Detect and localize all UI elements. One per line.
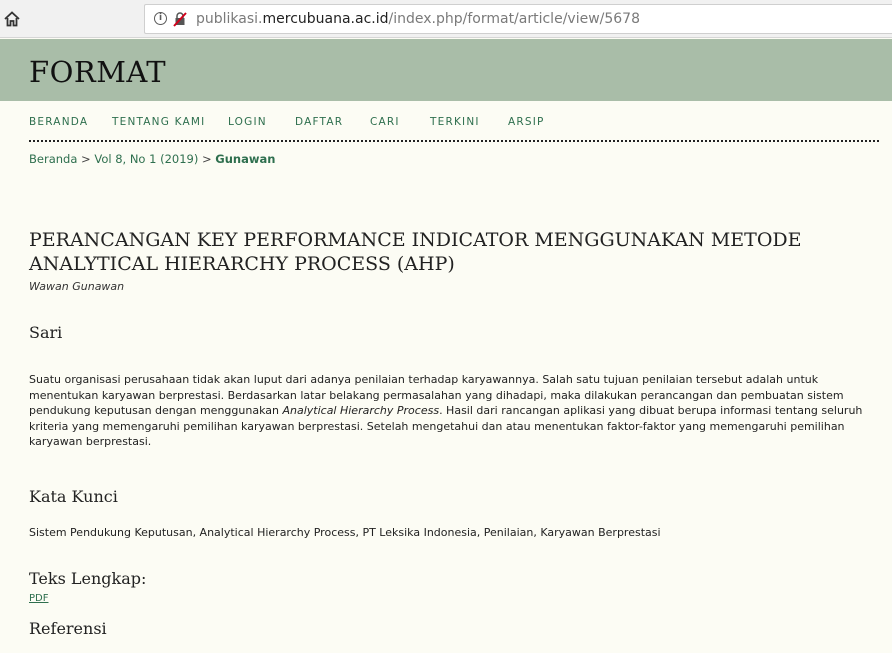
article-title: PERANCANGAN KEY PERFORMANCE INDICATOR MENGGUNAKAN METODE ANALYTICAL HIERARCHY PROCESS (AHP) bbox=[29, 229, 802, 275]
address-bar[interactable] bbox=[144, 4, 892, 34]
breadcrumb-home[interactable]: Beranda bbox=[29, 152, 78, 166]
main-navigation bbox=[29, 116, 879, 142]
nav-item-tentang-kami[interactable]: TENTANG KAMI bbox=[112, 116, 206, 128]
references-heading: Referensi bbox=[29, 619, 107, 638]
keywords-text: Sistem Pendukung Keputusan, Analytical Hierarchy Process, PT Leksika Indonesia, Penilaian, Karyawan Berprestasi bbox=[29, 526, 661, 539]
pdf-link[interactable]: PDF bbox=[29, 593, 49, 604]
fulltext-heading: Teks Lengkap: bbox=[29, 569, 147, 588]
breadcrumb bbox=[29, 152, 275, 166]
site-header bbox=[0, 39, 892, 101]
nav-item-login[interactable]: LOGIN bbox=[228, 116, 267, 128]
nav-item-daftar[interactable]: DAFTAR bbox=[295, 116, 344, 128]
keywords-heading: Kata Kunci bbox=[29, 487, 118, 506]
nav-item-cari[interactable]: CARI bbox=[370, 116, 400, 128]
info-icon[interactable]: i bbox=[154, 12, 167, 25]
nav-item-arsip[interactable]: ARSIP bbox=[508, 116, 545, 128]
nav-item-terkini[interactable]: TERKINI bbox=[430, 116, 480, 128]
breadcrumb-issue[interactable]: Vol 8, No 1 (2019) bbox=[94, 152, 199, 166]
browser-toolbar bbox=[0, 0, 892, 38]
home-icon[interactable] bbox=[2, 9, 22, 29]
nav-item-beranda[interactable]: BERANDA bbox=[29, 116, 89, 128]
site-title[interactable]: FORMAT bbox=[29, 55, 167, 89]
abstract-emphasis: Analytical Hierarchy Process bbox=[282, 404, 440, 417]
abstract-heading: Sari bbox=[29, 323, 63, 342]
abstract-text: Suatu organisasi perusahaan tidak akan luput dari adanya penilaian terhadap karyawannya. Salah satu tujuan penilaian tersebut adalah untuk menentukan karyawan berprestasi. Berdasarkan latar belakang permasalahan yang dihadapi, maka dilakukan perancangan dan pembuatan sistem pendukung keputusan dengan menggunakan Analytical Hierarchy Process. Hasil dari rancangan aplikasi yang dibuat berupa informasi tentang seluruh kriteria yang memengaruhi pemilihan karyawan berprestasi. Setelah mengetahui dan atau menentukan faktor-faktor yang memengaruhi pemilihan karyawan berprestasi. bbox=[29, 373, 863, 448]
breadcrumb-separator: > bbox=[81, 152, 91, 166]
url-text[interactable]: publikasi.mercubuana.ac.id/index.php/format/article/view/5678 bbox=[196, 11, 640, 27]
breadcrumb-current[interactable]: Gunawan bbox=[215, 152, 276, 166]
article-author: Wawan Gunawan bbox=[29, 280, 125, 293]
insecure-lock-icon[interactable] bbox=[172, 11, 188, 27]
breadcrumb-separator: > bbox=[202, 152, 212, 166]
